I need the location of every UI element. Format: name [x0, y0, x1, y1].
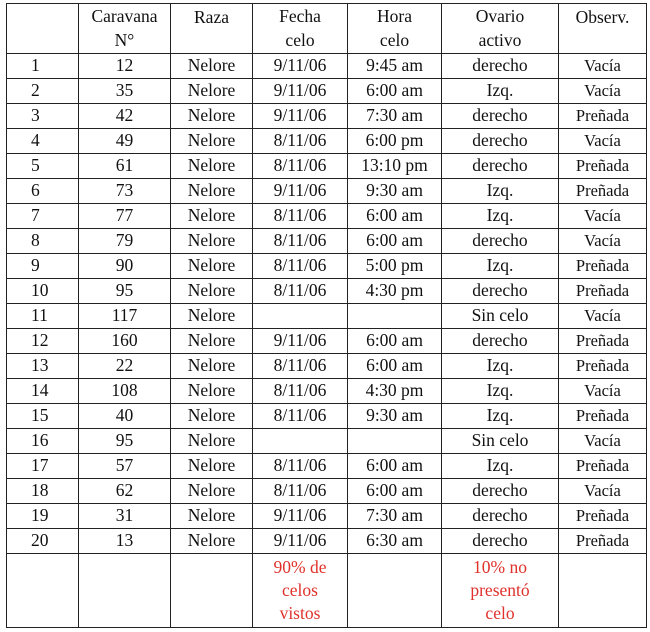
caravana-cell: 22: [79, 354, 171, 379]
row-number-cell: 11: [7, 304, 79, 329]
caravana-cell: 95: [79, 279, 171, 304]
caravana-cell: 90: [79, 254, 171, 279]
raza-cell: Nelore: [171, 279, 253, 304]
raza-cell: Nelore: [171, 479, 253, 504]
caravana-cell: 31: [79, 504, 171, 529]
ovario-cell: derecho: [442, 129, 559, 154]
caravana-cell: 57: [79, 454, 171, 479]
ovario-cell: Izq.: [442, 404, 559, 429]
table-row: [7, 54, 647, 79]
observ-cell: Vacía: [559, 229, 647, 254]
table-row: [7, 129, 647, 154]
ovario-cell: Sin celo: [442, 429, 559, 454]
row-number-cell: 10: [7, 279, 79, 304]
header-caravana: [79, 4, 171, 54]
fecha-cell: 9/11/06: [253, 54, 348, 79]
hora-cell: 4:30 pm: [348, 279, 442, 304]
fecha-cell: 8/11/06: [253, 354, 348, 379]
hora-cell: 6:00 am: [348, 204, 442, 229]
header-fecha: [253, 4, 348, 54]
raza-cell: Nelore: [171, 204, 253, 229]
row-number-cell: 18: [7, 479, 79, 504]
fecha-summary-note: [253, 554, 348, 628]
header-row-number: [7, 4, 79, 54]
row-number-cell: 14: [7, 379, 79, 404]
observ-cell: Preñada: [559, 254, 647, 279]
caravana-cell: 62: [79, 479, 171, 504]
observ-cell: Preñada: [559, 279, 647, 304]
row-number-cell: 13: [7, 354, 79, 379]
table-row: [7, 254, 647, 279]
caravana-cell: 73: [79, 179, 171, 204]
raza-cell: Nelore: [171, 129, 253, 154]
hora-cell: 4:30 pm: [348, 379, 442, 404]
hora-cell: 6:00 am: [348, 229, 442, 254]
hora-cell: 6:00 pm: [348, 129, 442, 154]
table-row: [7, 354, 647, 379]
hora-cell: 9:30 am: [348, 404, 442, 429]
raza-cell: Nelore: [171, 379, 253, 404]
fecha-cell: 8/11/06: [253, 154, 348, 179]
table-row: [7, 479, 647, 504]
row-number-cell: 20: [7, 529, 79, 554]
caravana-cell: 42: [79, 104, 171, 129]
caravana-cell: 49: [79, 129, 171, 154]
observ-cell: Vacía: [559, 129, 647, 154]
caravana-cell: 61: [79, 154, 171, 179]
header-raza: Raza: [171, 4, 253, 54]
table-row: [7, 79, 647, 104]
caravana-cell: 77: [79, 204, 171, 229]
raza-cell: Nelore: [171, 354, 253, 379]
row-number-cell: 5: [7, 154, 79, 179]
fecha-cell: 9/11/06: [253, 504, 348, 529]
table-row: [7, 154, 647, 179]
fecha-cell: 8/11/06: [253, 279, 348, 304]
hora-cell: 13:10 pm: [348, 154, 442, 179]
observ-cell: Vacía: [559, 54, 647, 79]
ovario-cell: Izq.: [442, 454, 559, 479]
observ-cell: Vacía: [559, 204, 647, 229]
header-row: [7, 4, 647, 54]
fecha-cell: 8/11/06: [253, 379, 348, 404]
fecha-summary-text: 90% de celos vistos: [273, 557, 327, 623]
table-row: [7, 204, 647, 229]
observ-cell: Preñada: [559, 329, 647, 354]
fecha-cell: 8/11/06: [253, 454, 348, 479]
row-number-cell: 17: [7, 454, 79, 479]
fecha-cell: 8/11/06: [253, 204, 348, 229]
fecha-cell: 9/11/06: [253, 104, 348, 129]
hora-cell: 9:45 am: [348, 54, 442, 79]
raza-cell: Nelore: [171, 54, 253, 79]
ovario-cell: derecho: [442, 104, 559, 129]
observ-cell: Vacía: [559, 429, 647, 454]
ovario-cell: derecho: [442, 479, 559, 504]
hora-cell: 9:30 am: [348, 179, 442, 204]
table-row: [7, 279, 647, 304]
footer-row: [7, 554, 647, 628]
fecha-cell: [253, 429, 348, 454]
estrus-records-table: [6, 3, 647, 628]
ovario-cell: derecho: [442, 229, 559, 254]
header-ovario: [442, 4, 559, 54]
caravana-cell: 13: [79, 529, 171, 554]
ovario-summary-text: 10% no presentó celo: [470, 557, 530, 623]
raza-cell: Nelore: [171, 429, 253, 454]
raza-cell: Nelore: [171, 304, 253, 329]
observ-cell: Vacía: [559, 479, 647, 504]
ovario-cell: derecho: [442, 329, 559, 354]
caravana-cell: 117: [79, 304, 171, 329]
caravana-cell: 108: [79, 379, 171, 404]
ovario-cell: Izq.: [442, 179, 559, 204]
table-row: [7, 179, 647, 204]
caravana-cell: 12: [79, 54, 171, 79]
fecha-cell: 8/11/06: [253, 254, 348, 279]
header-caravana-label: Caravana N°: [91, 5, 158, 50]
hora-cell: 5:00 pm: [348, 254, 442, 279]
header-ovario-label: Ovario activo: [475, 5, 525, 50]
footer-empty-cell: [171, 554, 253, 628]
table-row: [7, 529, 647, 554]
table-row: [7, 429, 647, 454]
header-hora: [348, 4, 442, 54]
observ-cell: Preñada: [559, 404, 647, 429]
ovario-summary-note: [442, 554, 559, 628]
table-row: [7, 404, 647, 429]
hora-cell: 7:30 am: [348, 504, 442, 529]
ovario-cell: Sin celo: [442, 304, 559, 329]
footer-empty-cell: [559, 554, 647, 628]
caravana-cell: 95: [79, 429, 171, 454]
table-row: [7, 329, 647, 354]
hora-cell: 6:30 am: [348, 529, 442, 554]
footer-empty-cell: [348, 554, 442, 628]
row-number-cell: 6: [7, 179, 79, 204]
caravana-cell: 79: [79, 229, 171, 254]
hora-cell: 6:00 am: [348, 329, 442, 354]
hora-cell: [348, 429, 442, 454]
hora-cell: 7:30 am: [348, 104, 442, 129]
hora-cell: 6:00 am: [348, 354, 442, 379]
ovario-cell: Izq.: [442, 204, 559, 229]
row-number-cell: 8: [7, 229, 79, 254]
observ-cell: Preñada: [559, 454, 647, 479]
row-number-cell: 7: [7, 204, 79, 229]
hora-cell: 6:00 am: [348, 79, 442, 104]
fecha-cell: 9/11/06: [253, 529, 348, 554]
raza-cell: Nelore: [171, 404, 253, 429]
footer-empty-cell: [7, 554, 79, 628]
row-number-cell: 4: [7, 129, 79, 154]
header-hora-label: Hora celo: [377, 5, 412, 50]
table-body: [7, 54, 647, 554]
fecha-cell: 8/11/06: [253, 404, 348, 429]
table-row: [7, 379, 647, 404]
hora-cell: [348, 304, 442, 329]
raza-cell: Nelore: [171, 454, 253, 479]
ovario-cell: derecho: [442, 504, 559, 529]
raza-cell: Nelore: [171, 254, 253, 279]
observ-cell: Preñada: [559, 529, 647, 554]
raza-cell: Nelore: [171, 104, 253, 129]
ovario-cell: Izq.: [442, 354, 559, 379]
row-number-cell: 19: [7, 504, 79, 529]
ovario-cell: Izq.: [442, 79, 559, 104]
observ-cell: Vacía: [559, 79, 647, 104]
observ-cell: Preñada: [559, 354, 647, 379]
fecha-cell: 8/11/06: [253, 479, 348, 504]
observ-cell: Preñada: [559, 504, 647, 529]
hora-cell: 6:00 am: [348, 454, 442, 479]
fecha-cell: 8/11/06: [253, 229, 348, 254]
fecha-cell: 8/11/06: [253, 129, 348, 154]
ovario-cell: derecho: [442, 154, 559, 179]
row-number-cell: 1: [7, 54, 79, 79]
ovario-cell: derecho: [442, 54, 559, 79]
observ-cell: Preñada: [559, 179, 647, 204]
table-row: [7, 304, 647, 329]
observ-cell: Vacía: [559, 304, 647, 329]
raza-cell: Nelore: [171, 79, 253, 104]
caravana-cell: 40: [79, 404, 171, 429]
raza-cell: Nelore: [171, 504, 253, 529]
hora-cell: 6:00 am: [348, 479, 442, 504]
row-number-cell: 2: [7, 79, 79, 104]
observ-cell: Preñada: [559, 154, 647, 179]
ovario-cell: derecho: [442, 529, 559, 554]
fecha-cell: 9/11/06: [253, 179, 348, 204]
fecha-cell: 9/11/06: [253, 329, 348, 354]
table-row: [7, 504, 647, 529]
raza-cell: Nelore: [171, 529, 253, 554]
header-fecha-label: Fecha celo: [279, 5, 321, 50]
row-number-cell: 9: [7, 254, 79, 279]
observ-cell: Preñada: [559, 104, 647, 129]
caravana-cell: 35: [79, 79, 171, 104]
caravana-cell: 160: [79, 329, 171, 354]
table-row: [7, 229, 647, 254]
raza-cell: Nelore: [171, 179, 253, 204]
raza-cell: Nelore: [171, 329, 253, 354]
row-number-cell: 12: [7, 329, 79, 354]
raza-cell: Nelore: [171, 154, 253, 179]
table-row: [7, 454, 647, 479]
observ-cell: Vacía: [559, 379, 647, 404]
raza-cell: Nelore: [171, 229, 253, 254]
footer-empty-cell: [79, 554, 171, 628]
ovario-cell: Izq.: [442, 254, 559, 279]
row-number-cell: 16: [7, 429, 79, 454]
row-number-cell: 3: [7, 104, 79, 129]
ovario-cell: derecho: [442, 279, 559, 304]
table-row: [7, 104, 647, 129]
row-number-cell: 15: [7, 404, 79, 429]
header-observ: Observ.: [559, 4, 647, 54]
ovario-cell: Izq.: [442, 379, 559, 404]
fecha-cell: 9/11/06: [253, 79, 348, 104]
fecha-cell: [253, 304, 348, 329]
